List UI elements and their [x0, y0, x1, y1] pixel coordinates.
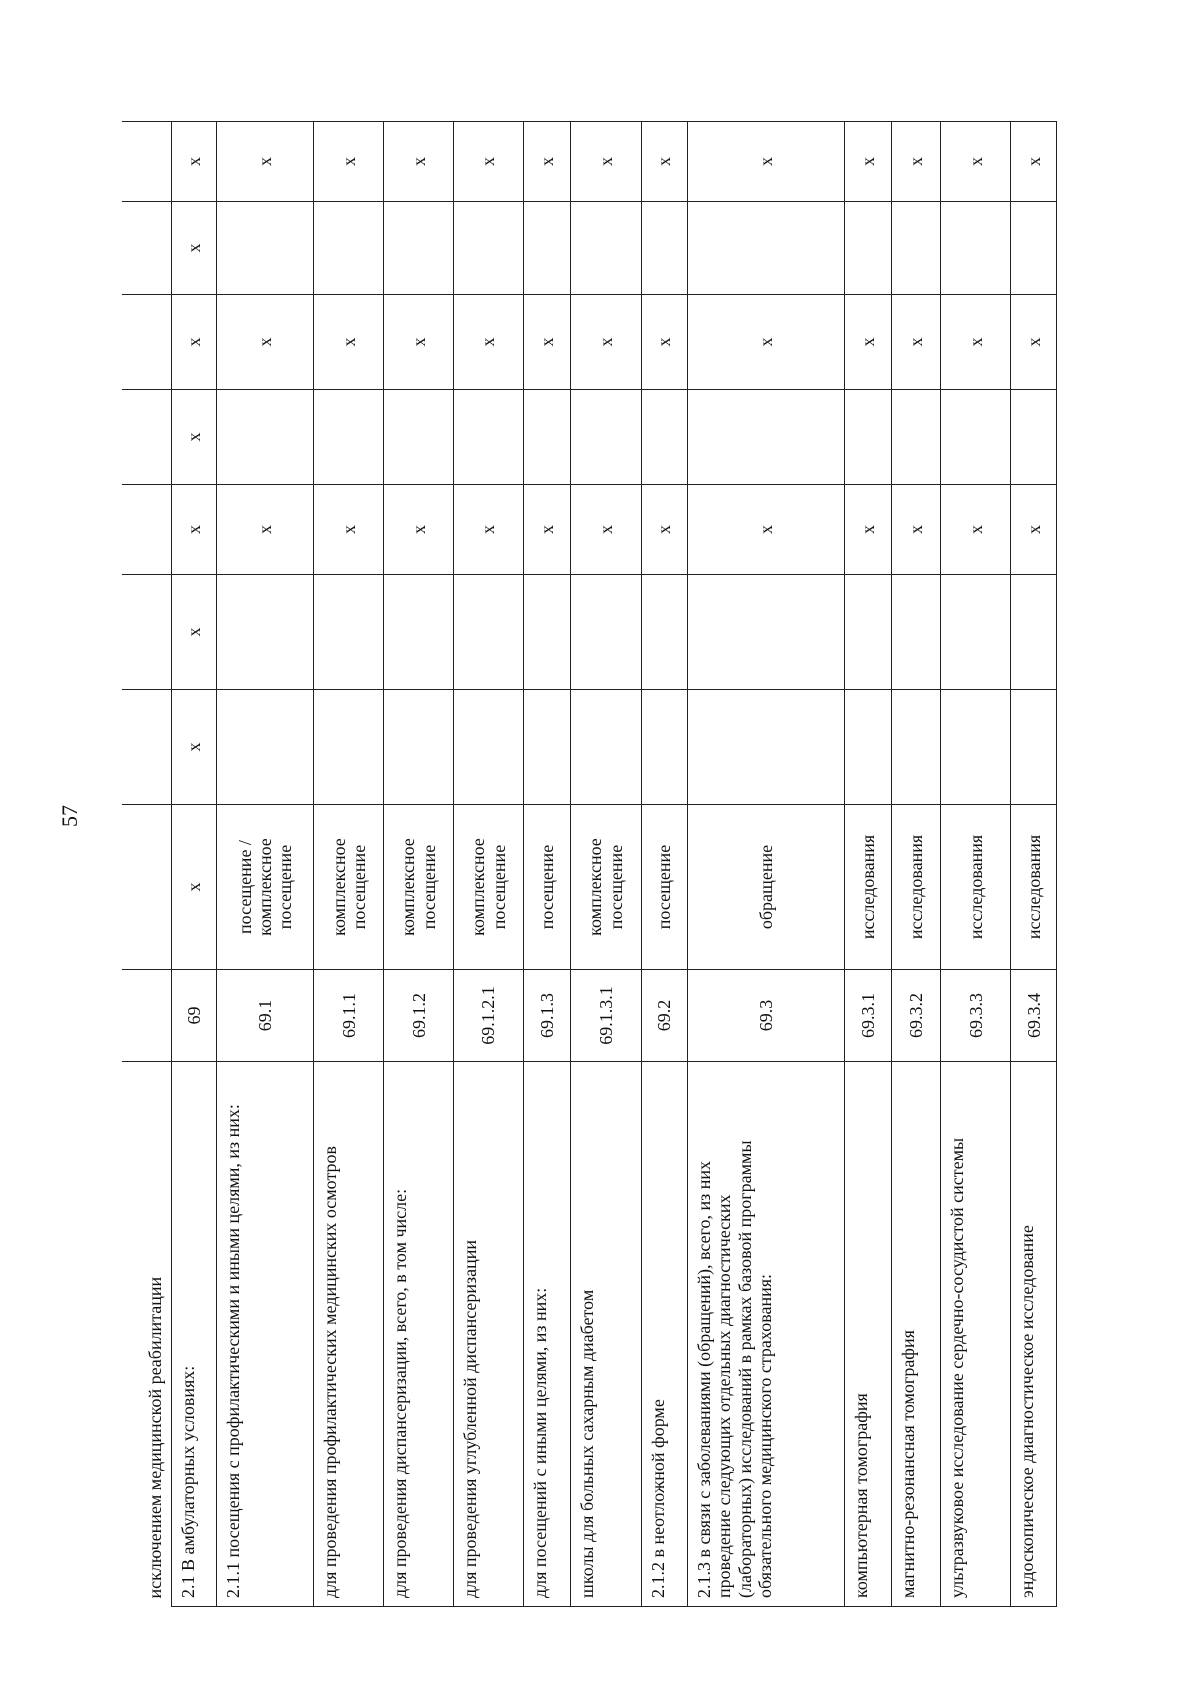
row-cell-7: х	[454, 122, 524, 202]
row-name: для посещений с иными целями, из них:	[524, 1062, 571, 1607]
row-code: 69.1	[216, 970, 313, 1062]
tariff-table-wrapper	[122, 122, 1057, 1607]
row-name: эндоскопическое диагностическое исследование	[1011, 1062, 1057, 1607]
table-row	[384, 122, 454, 1607]
row-cell-4	[941, 390, 1011, 485]
row-cell-1	[1011, 690, 1057, 805]
row-cell-1	[314, 690, 384, 805]
row-name: для проведения углубленной диспансеризации	[454, 1062, 524, 1607]
row-cell-2	[941, 575, 1011, 690]
row-name: для проведения диспансеризации, всего, в том числе:	[384, 1062, 454, 1607]
table-row	[172, 122, 217, 1607]
table-row	[641, 122, 688, 1607]
row-cell-7: х	[891, 122, 941, 202]
row-cell-2	[688, 575, 845, 690]
row-cell-4	[641, 390, 688, 485]
row-cell-1	[384, 690, 454, 805]
row-cell-6	[314, 202, 384, 295]
row-name: 2.1.3 в связи с заболеваниями (обращений), всего, из них проведение следующих отдельных диагностических (лабораторных) исследований в рамках базовой программы обязательного медицинского страхования:	[688, 1062, 845, 1607]
row-cell-5: х	[1011, 295, 1057, 390]
row-cell-5: х	[688, 295, 845, 390]
row-cell-6	[216, 202, 313, 295]
row-cell-6	[641, 202, 688, 295]
table-row	[216, 122, 313, 1607]
row-code: 69.3.4	[1011, 970, 1057, 1062]
row-cell-6	[122, 202, 172, 295]
table-row	[524, 122, 571, 1607]
row-cell-5: х	[641, 295, 688, 390]
row-cell-1	[641, 690, 688, 805]
row-cell-3: х	[641, 485, 688, 575]
table-row	[1011, 122, 1057, 1607]
row-unit: х	[172, 805, 217, 970]
row-cell-7: х	[845, 122, 892, 202]
row-code: 69.1.2.1	[454, 970, 524, 1062]
row-code: 69.3.2	[891, 970, 941, 1062]
row-cell-4	[454, 390, 524, 485]
row-cell-7: х	[524, 122, 571, 202]
row-unit: комплексное посещение	[384, 805, 454, 970]
row-cell-4: х	[172, 390, 217, 485]
row-cell-7: х	[384, 122, 454, 202]
row-cell-3: х	[688, 485, 845, 575]
row-code: 69.1.1	[314, 970, 384, 1062]
row-cell-2: х	[172, 575, 217, 690]
row-unit: комплексное посещение	[314, 805, 384, 970]
row-cell-2	[314, 575, 384, 690]
row-cell-7: х	[688, 122, 845, 202]
row-cell-1	[454, 690, 524, 805]
row-cell-2	[570, 575, 641, 690]
row-cell-1: х	[172, 690, 217, 805]
row-cell-2	[524, 575, 571, 690]
row-cell-6	[891, 202, 941, 295]
row-cell-2	[1011, 575, 1057, 690]
row-cell-3: х	[570, 485, 641, 575]
row-cell-4	[891, 390, 941, 485]
table-row	[891, 122, 941, 1607]
row-cell-7	[122, 122, 172, 202]
table-row	[454, 122, 524, 1607]
row-name: 2.1 В амбулаторных условиях:	[172, 1062, 217, 1607]
row-name: школы для больных сахарным диабетом	[570, 1062, 641, 1607]
row-cell-3: х	[941, 485, 1011, 575]
row-cell-7: х	[941, 122, 1011, 202]
row-cell-3: х	[216, 485, 313, 575]
row-code: 69.3.3	[941, 970, 1011, 1062]
row-cell-5	[122, 295, 172, 390]
row-cell-5: х	[216, 295, 313, 390]
row-cell-3: х	[891, 485, 941, 575]
row-cell-3: х	[384, 485, 454, 575]
row-cell-1	[891, 690, 941, 805]
row-cell-5: х	[524, 295, 571, 390]
page-number: 57	[57, 805, 82, 827]
row-cell-3	[122, 485, 172, 575]
row-cell-3: х	[524, 485, 571, 575]
row-code: 69.2	[641, 970, 688, 1062]
row-cell-1	[941, 690, 1011, 805]
table-row	[570, 122, 641, 1607]
table-row	[688, 122, 845, 1607]
row-name: магнитно-резонансная томография	[891, 1062, 941, 1607]
row-name: 2.1.2 в неотложной форме	[641, 1062, 688, 1607]
row-code: 69.3.1	[845, 970, 892, 1062]
row-cell-2	[384, 575, 454, 690]
row-cell-7: х	[172, 122, 217, 202]
row-code: 69.3	[688, 970, 845, 1062]
row-cell-7: х	[570, 122, 641, 202]
row-cell-1	[688, 690, 845, 805]
row-cell-4	[216, 390, 313, 485]
row-cell-4	[570, 390, 641, 485]
row-code: 69.1.3	[524, 970, 571, 1062]
table-row	[941, 122, 1011, 1607]
row-cell-5: х	[172, 295, 217, 390]
row-name: исключением медицинской реабилитации	[122, 1062, 172, 1607]
row-code	[122, 970, 172, 1062]
row-cell-5: х	[891, 295, 941, 390]
row-cell-7: х	[1011, 122, 1057, 202]
row-cell-3: х	[1011, 485, 1057, 575]
row-cell-3: х	[845, 485, 892, 575]
row-cell-6	[1011, 202, 1057, 295]
row-code: 69.1.2	[384, 970, 454, 1062]
row-unit: исследования	[891, 805, 941, 970]
row-cell-4	[314, 390, 384, 485]
row-cell-1	[524, 690, 571, 805]
table-row	[314, 122, 384, 1607]
row-cell-5: х	[845, 295, 892, 390]
row-unit: исследования	[845, 805, 892, 970]
table-body	[122, 122, 1057, 1607]
row-cell-1	[216, 690, 313, 805]
row-unit: исследования	[941, 805, 1011, 970]
row-cell-5: х	[570, 295, 641, 390]
row-cell-1	[122, 690, 172, 805]
table-row	[122, 122, 172, 1607]
row-cell-4	[384, 390, 454, 485]
row-cell-6: х	[172, 202, 217, 295]
row-cell-5: х	[454, 295, 524, 390]
row-cell-5: х	[384, 295, 454, 390]
row-code: 69.1.3.1	[570, 970, 641, 1062]
row-cell-5: х	[941, 295, 1011, 390]
row-cell-7: х	[641, 122, 688, 202]
row-cell-2	[122, 575, 172, 690]
row-name: 2.1.1 посещения с профилактическими и иными целями, из них:	[216, 1062, 313, 1607]
row-cell-2	[454, 575, 524, 690]
row-cell-1	[570, 690, 641, 805]
row-unit: посещение	[524, 805, 571, 970]
row-cell-3: х	[172, 485, 217, 575]
row-cell-2	[216, 575, 313, 690]
row-unit: обращение	[688, 805, 845, 970]
row-cell-3: х	[454, 485, 524, 575]
row-cell-5: х	[314, 295, 384, 390]
row-cell-2	[641, 575, 688, 690]
table-row	[845, 122, 892, 1607]
row-unit: комплексное посещение	[454, 805, 524, 970]
row-cell-2	[891, 575, 941, 690]
row-cell-3: х	[314, 485, 384, 575]
row-cell-6	[524, 202, 571, 295]
row-name: ультразвуковое исследование сердечно-сосудистой системы	[941, 1062, 1011, 1607]
row-cell-4	[1011, 390, 1057, 485]
row-name: компьютерная томография	[845, 1062, 892, 1607]
row-cell-4	[524, 390, 571, 485]
row-unit	[122, 805, 172, 970]
row-cell-7: х	[314, 122, 384, 202]
row-cell-7: х	[216, 122, 313, 202]
row-cell-6	[941, 202, 1011, 295]
row-cell-6	[384, 202, 454, 295]
tariff-table	[122, 121, 1057, 1607]
row-cell-6	[688, 202, 845, 295]
row-cell-6	[454, 202, 524, 295]
row-unit: исследования	[1011, 805, 1057, 970]
row-unit: посещение	[641, 805, 688, 970]
row-unit: комплексное посещение	[570, 805, 641, 970]
row-cell-4	[688, 390, 845, 485]
row-code: 69	[172, 970, 217, 1062]
row-cell-6	[845, 202, 892, 295]
row-cell-2	[845, 575, 892, 690]
row-unit: посещение / комплексное посещение	[216, 805, 313, 970]
row-name: для проведения профилактических медицинских осмотров	[314, 1062, 384, 1607]
row-cell-4	[845, 390, 892, 485]
row-cell-4	[122, 390, 172, 485]
row-cell-6	[570, 202, 641, 295]
row-cell-1	[845, 690, 892, 805]
